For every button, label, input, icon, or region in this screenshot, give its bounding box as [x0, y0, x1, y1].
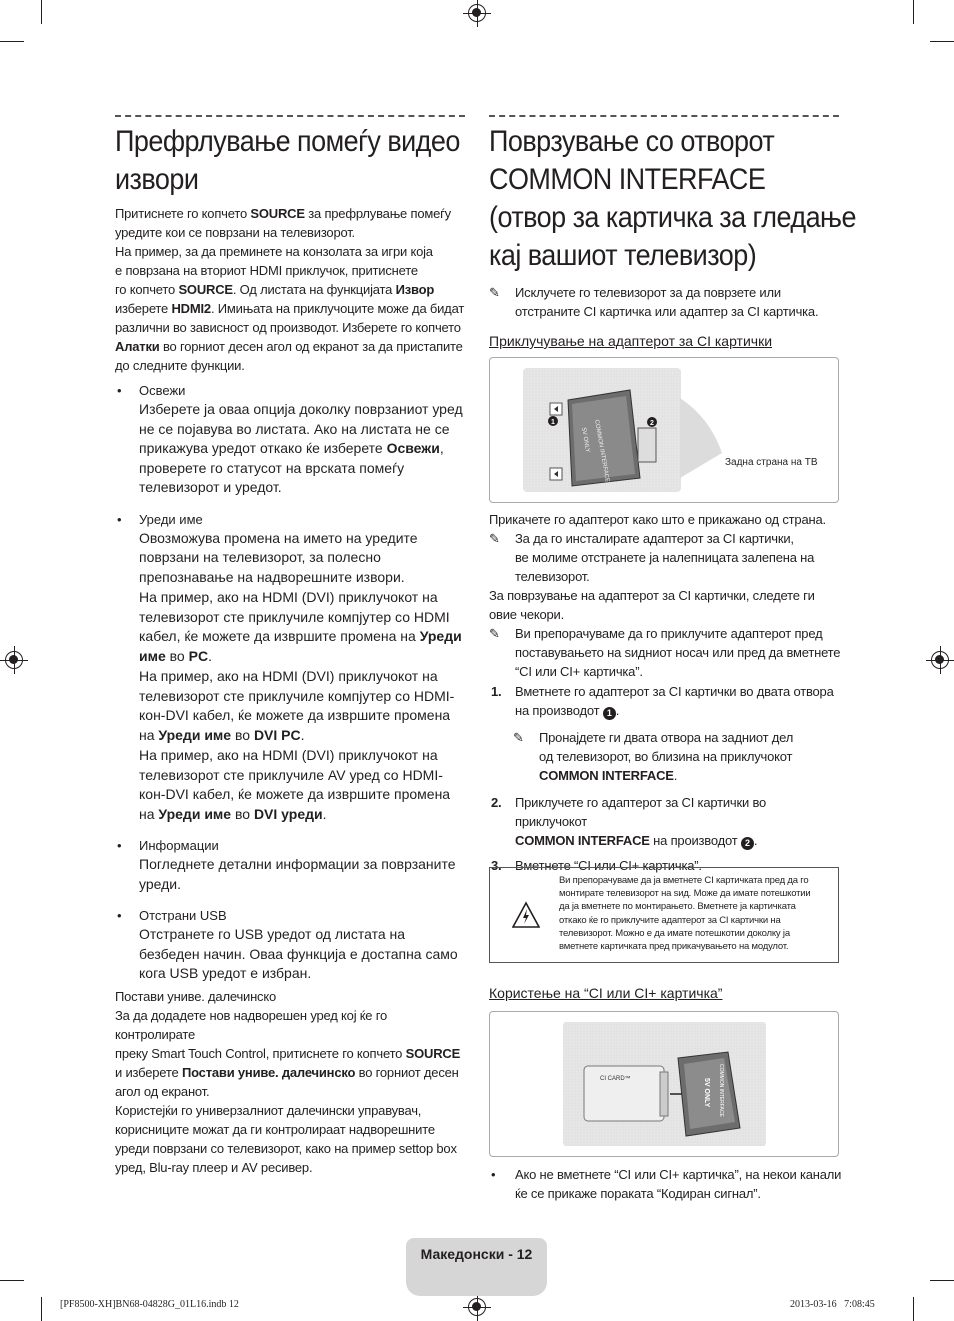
page-number: Македонски - 12: [420, 1246, 533, 1262]
title-line: кај вашиот телевизор): [489, 239, 757, 272]
svg-text:2: 2: [650, 420, 654, 427]
caution-box: [489, 867, 839, 963]
no-card-note: [489, 1165, 867, 1203]
text-line: поврзани на телевизорот, за полесно: [139, 549, 381, 565]
text-line: на Уреди име во DVI PC.: [139, 726, 305, 743]
text-line: ве молиме отстранете ја налепницата залепена на: [515, 550, 815, 565]
crop-mark: [41, 0, 42, 24]
text-line: Алатки во горниот десен агол од екранот за да пристапите: [115, 339, 463, 354]
note-pencil-icon: ✎: [489, 626, 500, 641]
function-label: Отстрани USB: [139, 908, 227, 923]
adapter-label: 5V ONLY: [580, 427, 591, 453]
right-title: [489, 123, 856, 275]
note-pencil-icon: ✎: [513, 730, 524, 745]
crop-mark: [41, 1297, 42, 1321]
text-line: Погледнете детални информации за поврзаните: [139, 856, 456, 872]
callout-number-icon: 2: [741, 837, 754, 850]
function-list: [115, 381, 470, 984]
step-number: 2.: [491, 795, 502, 810]
bold-term: Уреди: [419, 628, 462, 644]
text-line: Ако не вметнете “CI или CI+ картичка”, на некои канали: [515, 1167, 842, 1182]
text-line: За да додадете нов надворешен уред кој ќе го контролирате: [115, 1007, 388, 1042]
text-line: Прикачете го адаптерот како што е прикажано од страна.: [489, 512, 826, 527]
adapter-illustration: [490, 358, 838, 502]
text-line: ќе се прикаже пораката “Кодиран сигнал”.: [515, 1186, 761, 1201]
bullet-icon: •: [117, 838, 122, 853]
title-line: извори: [115, 163, 199, 196]
bold-term: DVI уреди: [253, 805, 323, 822]
text-line: COMMON INTERFACE.: [539, 768, 678, 783]
bold-term: SOURCE: [178, 282, 233, 297]
text-line: вметнете картичката пред прикачувањето на модулот.: [559, 941, 789, 953]
text-line: уреди.: [139, 875, 181, 892]
function-description: [139, 400, 470, 498]
function-description: [139, 588, 470, 666]
bold-term: SOURCE: [405, 1045, 461, 1061]
text-line: препознавање на надворешните извори.: [139, 568, 405, 585]
crop-mark: [930, 1280, 954, 1281]
text-line: изберете HDMI2. Имињата на приклучоците може да бидат: [115, 301, 465, 316]
text-line: На пример, ако на HDMI (DVI) приклучокот на: [139, 589, 438, 605]
text-line: Отстранете го USB уредот од листата на: [139, 926, 406, 942]
function-description: [139, 529, 470, 588]
text-line: На пример, ако на HDMI (DVI) приклучокот на: [139, 747, 438, 763]
note-power-off: [489, 283, 841, 321]
left-title: [115, 123, 460, 199]
text-line: кога USB уредот е избран.: [139, 965, 312, 981]
text-line: монтирате телевизорот на ѕид. Може да имате потешкотии: [559, 888, 811, 900]
function-description: [139, 667, 470, 745]
text-line: име во PC.: [139, 647, 212, 664]
text-line: телевизорот и уредот.: [139, 479, 282, 495]
text-line: Пронајдете ги двата отвора на задниот дел: [539, 730, 794, 745]
note-remove-sticker: [489, 529, 841, 586]
text-line: телевизорот сте приклучиле компјутер со HDMI: [139, 608, 450, 625]
text-line: Ви препорачуваме да ја вметнете CI картичката пред да го: [559, 875, 809, 886]
text-line: го копчето SOURCE. Од листата на функцијата Извор: [115, 282, 435, 297]
attach-instruction: [489, 510, 841, 529]
step-number: 1.: [491, 684, 502, 699]
bold-term: COMMON INTERFACE: [539, 768, 674, 783]
text-line: телевизорот сте приклучиле AV уред со HDMI-: [139, 766, 443, 783]
right-content-2: [489, 510, 841, 875]
text-line: уред, Blu-ray плеер и AV ресивер.: [115, 1159, 313, 1175]
text-line: За да го инсталирате адаптерот за CI картички,: [515, 531, 794, 546]
text-line: прикажува уредот откако ќе изберете Освежи,: [139, 440, 444, 456]
text-line: кон-DVI кабел, ќе можете да извршите промена: [139, 786, 451, 802]
function-description: [139, 855, 470, 894]
text-line: “CI или CI+ картичка”.: [515, 664, 643, 679]
slug-timestamp: 2013-03-16 7:08:45: [790, 1299, 875, 1310]
slot-label: 5V ONLY: [703, 1078, 710, 1108]
crop-mark: [0, 1280, 24, 1281]
text-line: уреди поврзани со телевизорот, како на пример settop box: [115, 1140, 457, 1156]
registration-mark-icon: [468, 1298, 486, 1316]
ci-card-illustration: [490, 1012, 838, 1156]
title-line: Поврзување со отворот: [489, 125, 775, 158]
left-content: [115, 204, 470, 1177]
title-line: COMMON INTERFACE: [489, 163, 766, 196]
text-line: и изберете Постави униве. далечинско во горниот десен: [115, 1064, 459, 1080]
text-line: Притиснете го копчето SOURCE за префрлување помеѓу: [115, 206, 451, 221]
text-line: не се појавува во листата. Ако на листата не се: [139, 420, 450, 437]
bullet-icon: •: [491, 1167, 496, 1182]
function-label: Уреди име: [139, 511, 203, 527]
step-1-note: [513, 728, 841, 785]
bold-term: Уреди име: [158, 726, 232, 743]
warning-icon: [512, 901, 540, 929]
bold-term: Извор: [395, 282, 435, 297]
text-line: отстраните CI картичка или адаптер за CI картичка.: [515, 304, 819, 319]
caution-text: [559, 874, 829, 953]
text-line: да ја вметнете по монтирањето. Вметнете ја картичката: [559, 901, 796, 913]
text-line: Приклучете го адаптерот за CI картички во приклучокот: [515, 795, 767, 829]
note-recommend: [489, 624, 841, 681]
function-item: [115, 836, 470, 894]
intro-paragraph: [115, 204, 470, 375]
section-heading-ci-card: Користење на “CI или CI+ картичка”: [489, 985, 723, 1001]
title-line: Префрлување помеѓу видео: [115, 125, 460, 158]
text-line: Ви препорачуваме да го приклучите адаптерот пред: [515, 626, 823, 641]
section-divider: [115, 115, 465, 117]
text-line: поставувањето на ѕидниот носач или пред да вметнете: [515, 645, 841, 660]
bold-term: Постави униве. далечинско: [181, 1064, 356, 1080]
text-line: На пример, за да преминете на конзолата за игри која: [115, 244, 433, 259]
text-line: Изберете ја оваа опција доколку поврзаниот уред: [139, 401, 463, 417]
note-pencil-icon: ✎: [489, 285, 500, 300]
bold-term: PC: [188, 647, 209, 664]
registration-mark-icon: [468, 4, 486, 22]
text-line: кабел, ќе можете да извршите промена на Уреди: [139, 628, 462, 644]
svg-text:1: 1: [551, 419, 555, 426]
text-line: Користејќи го универзалниот далечински управувач,: [115, 1102, 422, 1118]
text-line: На пример, ако на HDMI (DVI) приклучокот на: [139, 668, 438, 684]
bold-term: Освежи: [386, 440, 440, 456]
universal-remote-heading: Постави униве. далечинско: [115, 988, 277, 1004]
text-line: од телевизорот, во близина на приклучокот: [539, 749, 793, 764]
bold-term: SOURCE: [250, 206, 305, 221]
text-line: телевизорот.: [515, 569, 590, 584]
crop-mark: [0, 41, 24, 42]
bullet-icon: •: [117, 908, 122, 923]
registration-mark-icon: [5, 651, 23, 669]
note-pencil-icon: ✎: [489, 531, 500, 546]
adapter-label: COMMON INTERFACE: [593, 419, 610, 483]
text-line: корисниците можат да ги контролираат надворешните: [115, 1121, 435, 1137]
text-line: Исклучете го телевизорот за да поврзете или: [515, 285, 781, 300]
ci-card-figure: [489, 1011, 839, 1157]
text-line: телевизорот сте приклучиле компјутер со HDMI-: [139, 687, 455, 704]
steps-intro: [489, 586, 841, 624]
text-line: до следните функции.: [115, 358, 245, 373]
text-line: телевизорот. Можно е да имате потешкотии доколку ја: [559, 927, 790, 939]
text-line: COMMON INTERFACE на производот 2 .: [515, 833, 758, 848]
universal-remote-body: [115, 1006, 470, 1177]
step-1: [489, 682, 841, 720]
text-line: е поврзана на вториот HDMI приклучок, притиснете: [115, 263, 418, 278]
text-line: преку Smart Touch Control, притиснете го копчето SOURCE: [115, 1045, 461, 1061]
bold-term: име: [139, 647, 166, 664]
function-label: Освежи: [139, 383, 186, 398]
function-label: Информации: [139, 838, 219, 853]
text-line: безбеден начин. Оваа функција е достапна само: [139, 945, 458, 962]
step-2: [489, 793, 841, 850]
text-line: кон-DVI кабел, ќе можете да извршите промена: [139, 707, 451, 723]
text-line: Овозможува промена на името на уредите: [139, 529, 418, 546]
text-line: различни во зависност од производот. Изберете го копчето: [115, 320, 461, 335]
figure-caption: Задна страна на ТВ: [725, 457, 818, 468]
bold-term: HDMI2: [171, 301, 211, 316]
crop-mark: [913, 0, 914, 24]
bold-term: Уреди име: [158, 805, 232, 822]
function-item: [115, 381, 470, 498]
title-line: (отвор за картичка за гледање: [489, 201, 856, 234]
function-description: [139, 746, 470, 824]
bold-term: Алатки: [115, 339, 160, 354]
callout-number-icon: 1: [603, 707, 616, 720]
section-heading-adapter: Приклучување на адаптерот за CI картички: [489, 333, 773, 349]
text-line: на производот 1 .: [515, 703, 620, 718]
function-description: [139, 925, 470, 984]
right-content: [489, 283, 841, 351]
step-number: 3.: [491, 858, 502, 873]
text-line: овие чекори.: [489, 607, 565, 622]
bullet-icon: •: [117, 383, 122, 398]
function-item: [115, 510, 470, 825]
registration-mark-icon: [931, 651, 949, 669]
text-line: откако ќе го приклучите адаптерот за CI картички на: [559, 914, 781, 926]
adapter-figure: [489, 357, 839, 503]
text-line: на Уреди име во DVI уреди.: [139, 805, 327, 822]
text-line: Вметнете “CI или CI+ картичка”.: [515, 858, 702, 873]
crop-mark: [930, 41, 954, 42]
text-line: проверете го статусот на врската помеѓу: [139, 459, 405, 476]
text-line: агол од екранот.: [115, 1083, 210, 1099]
section-divider: [489, 115, 839, 117]
function-item: [115, 906, 470, 984]
bold-term: COMMON INTERFACE: [515, 833, 650, 848]
text-line: За поврзување на адаптерот за CI картички, следете ги: [489, 588, 815, 603]
text-line: уредите кои се поврзани на телевизорот.: [115, 225, 355, 240]
bullet-icon: •: [117, 511, 122, 527]
text-line: Вметнете го адаптерот за CI картички во двата отвора: [515, 684, 834, 699]
ci-card-label: CI CARD™: [600, 1076, 631, 1082]
slug-file-info: [PF8500-XH]BN68-04828G_01L16.indb 12: [60, 1299, 239, 1310]
slot-label: COMMON INTERFACE: [718, 1064, 724, 1117]
bold-term: DVI PC: [253, 726, 301, 743]
crop-mark: [913, 1297, 914, 1321]
